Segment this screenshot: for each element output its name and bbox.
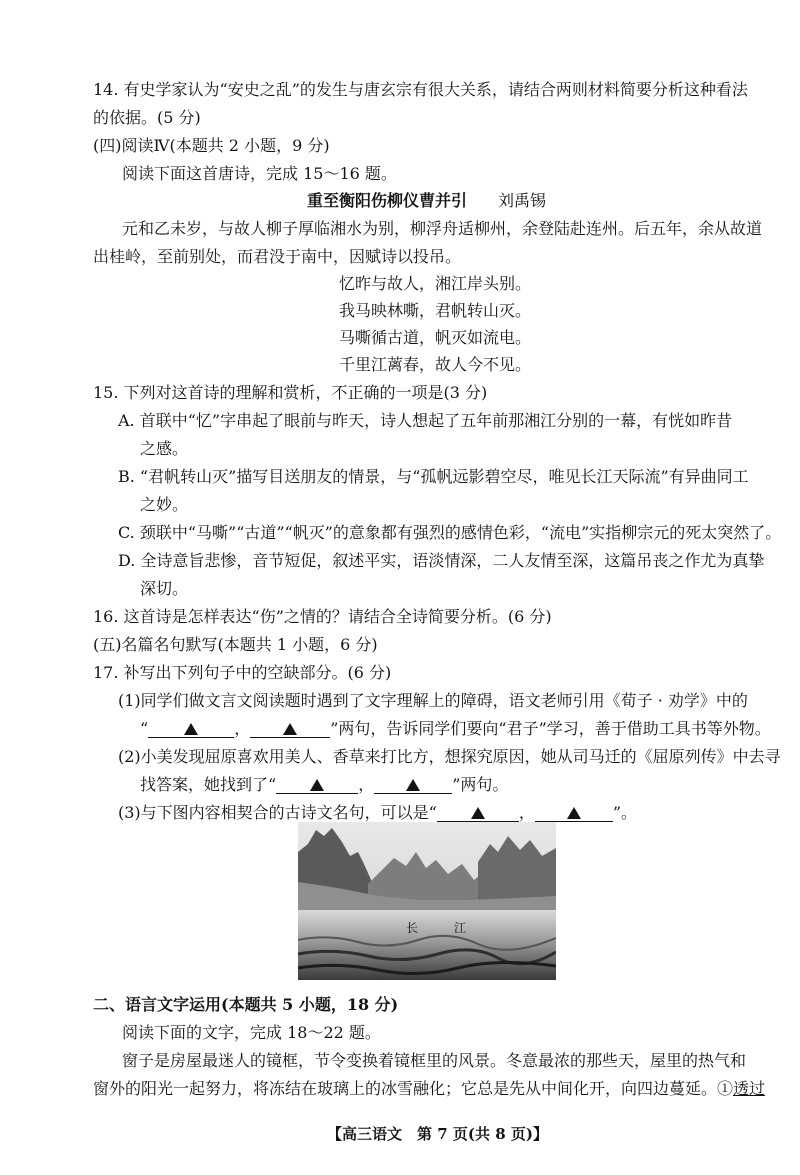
q17-sub1-tail: ”两句，告诉同学们要向“君子”学习，善于借助工具书等外物。 (330, 719, 771, 738)
q17-sub3-head: (3)与下图内容相契合的古诗文名句，可以是“ (118, 803, 437, 822)
poem-line-1: 忆昨与故人，湘江岸头别。 (339, 274, 532, 293)
q15-option-d-line1: D. 全诗意旨悲惨，音节短促，叙述平实，语淡情深，二人友情至深，这篇吊丧之作尤为真挚 (118, 551, 765, 570)
comma: ， (518, 803, 535, 822)
q17-sub1-line1: (1)同学们做文言文阅读题时遇到了文字理解上的障碍，语文老师引用《荀子 · 劝学》中的 (118, 691, 748, 710)
passage-line1: 窗子是房屋最迷人的镜框，节令变换着镜框里的风景。冬意最浓的那些天，屋里的热气和 (122, 1051, 747, 1070)
q17-sub2-line2 (140, 773, 508, 797)
poem-line-3: 马嘶循古道，帆灭如流电。 (339, 328, 532, 347)
comma: ， (234, 719, 251, 738)
passage-underlined-text: 透过 (733, 1079, 766, 1098)
passage-line2 (93, 1077, 765, 1101)
q16-text: 16. 这首诗是怎样表达“伤”之情的？请结合全诗简要分析。(6 分) (93, 607, 552, 626)
answer-blank-3[interactable] (276, 775, 358, 794)
q15-option-b-line2: 之妙。 (140, 495, 189, 514)
section4-instruction: 阅读下面这首唐诗，完成 15～16 题。 (122, 164, 397, 183)
triangle-marker-icon (471, 807, 485, 819)
q15-option-a-line2: 之感。 (140, 439, 189, 458)
triangle-marker-icon (310, 779, 324, 791)
river-label-1: 长 (406, 921, 419, 935)
answer-blank-5[interactable] (437, 803, 519, 822)
yangtze-landscape-image (298, 822, 556, 980)
river-label-2: 江 (454, 921, 467, 935)
q17-sub2-head: 找答案，她找到了“ (140, 775, 277, 794)
q15-option-b-line1: B. “君帆转山灭”描写目送朋友的情景，与“孤帆远影碧空尽，唯见长江天际流”有异曲同工 (118, 467, 749, 486)
q17-sub2-tail: ”两句。 (452, 775, 509, 794)
answer-blank-1[interactable] (148, 719, 234, 738)
section5-heading: (五)名篇名句默写(本题共 1 小题，6 分) (93, 635, 378, 654)
q15-option-a-line1: A. 首联中“忆”字串起了眼前与昨天，诗人想起了五年前那湘江分别的一幕，有恍如昨昔 (118, 411, 733, 430)
poem-preface-line1: 元和乙未岁，与故人柳子厚临湘水为别，柳浮舟适柳州，余登陆赴连州。后五年，余从故道 (122, 219, 763, 238)
triangle-marker-icon (184, 723, 198, 735)
q17-stem: 17. 补写出下列句子中的空缺部分。(6 分) (93, 663, 392, 682)
poem-line-2: 我马映林嘶，君帆转山灭。 (339, 301, 532, 320)
q17-sub1-line2 (140, 717, 771, 741)
triangle-marker-icon (406, 779, 420, 791)
poem-line-4: 千里江蓠春，故人今不见。 (339, 355, 532, 374)
poem-title: 重至衡阳伤柳仪曹并引 (307, 191, 468, 210)
triangle-marker-icon (567, 807, 581, 819)
river-water (298, 910, 556, 980)
q15-option-c: C. 颈联中“马嘶”“古道”“帆灭”的意象都有强烈的感情色彩，“流电”实指柳宗元的死太突然了。 (118, 523, 782, 542)
q15-stem: 15. 下列对这首诗的理解和赏析，不正确的一项是(3 分) (93, 383, 488, 402)
part2-heading: 二、语言文字运用(本题共 5 小题，18 分) (93, 995, 399, 1014)
answer-blank-2[interactable] (250, 719, 330, 738)
poem-preface-line2: 出桂岭，至前别处，而君没于南中，因赋诗以投吊。 (93, 247, 462, 266)
answer-blank-4[interactable] (374, 775, 452, 794)
q14-line1: 14. 有史学家认为“安史之乱”的发生与唐玄宗有很大关系，请结合两则材料简要分析这种看法 (93, 80, 748, 99)
poem-author: 刘禹锡 (498, 191, 547, 210)
page-footer: 【高三语文 第 7 页(共 8 页)】 (327, 1125, 548, 1143)
passage-line2-text: 窗外的阳光一起努力，将冻结在玻璃上的冰雪融化；它总是先从中间化开，向四边蔓延。① (93, 1079, 734, 1098)
triangle-marker-icon (283, 723, 297, 735)
q17-sub2-line1: (2)小美发现屈原喜欢用美人、香草来打比方，想探究原因，她从司马迁的《屈原列传》中去寻 (118, 747, 781, 766)
part2-instruction: 阅读下面的文字，完成 18～22 题。 (122, 1023, 381, 1042)
section4-heading: (四)阅读Ⅳ(本题共 2 小题，9 分) (93, 136, 330, 155)
q14-line2: 的依据。(5 分) (93, 108, 201, 127)
comma: ， (358, 775, 375, 794)
open-quote: “ (140, 719, 149, 738)
q17-sub3-tail: ”。 (612, 803, 638, 822)
q15-option-d-line2: 深切。 (140, 579, 189, 598)
answer-blank-6[interactable] (535, 803, 613, 822)
